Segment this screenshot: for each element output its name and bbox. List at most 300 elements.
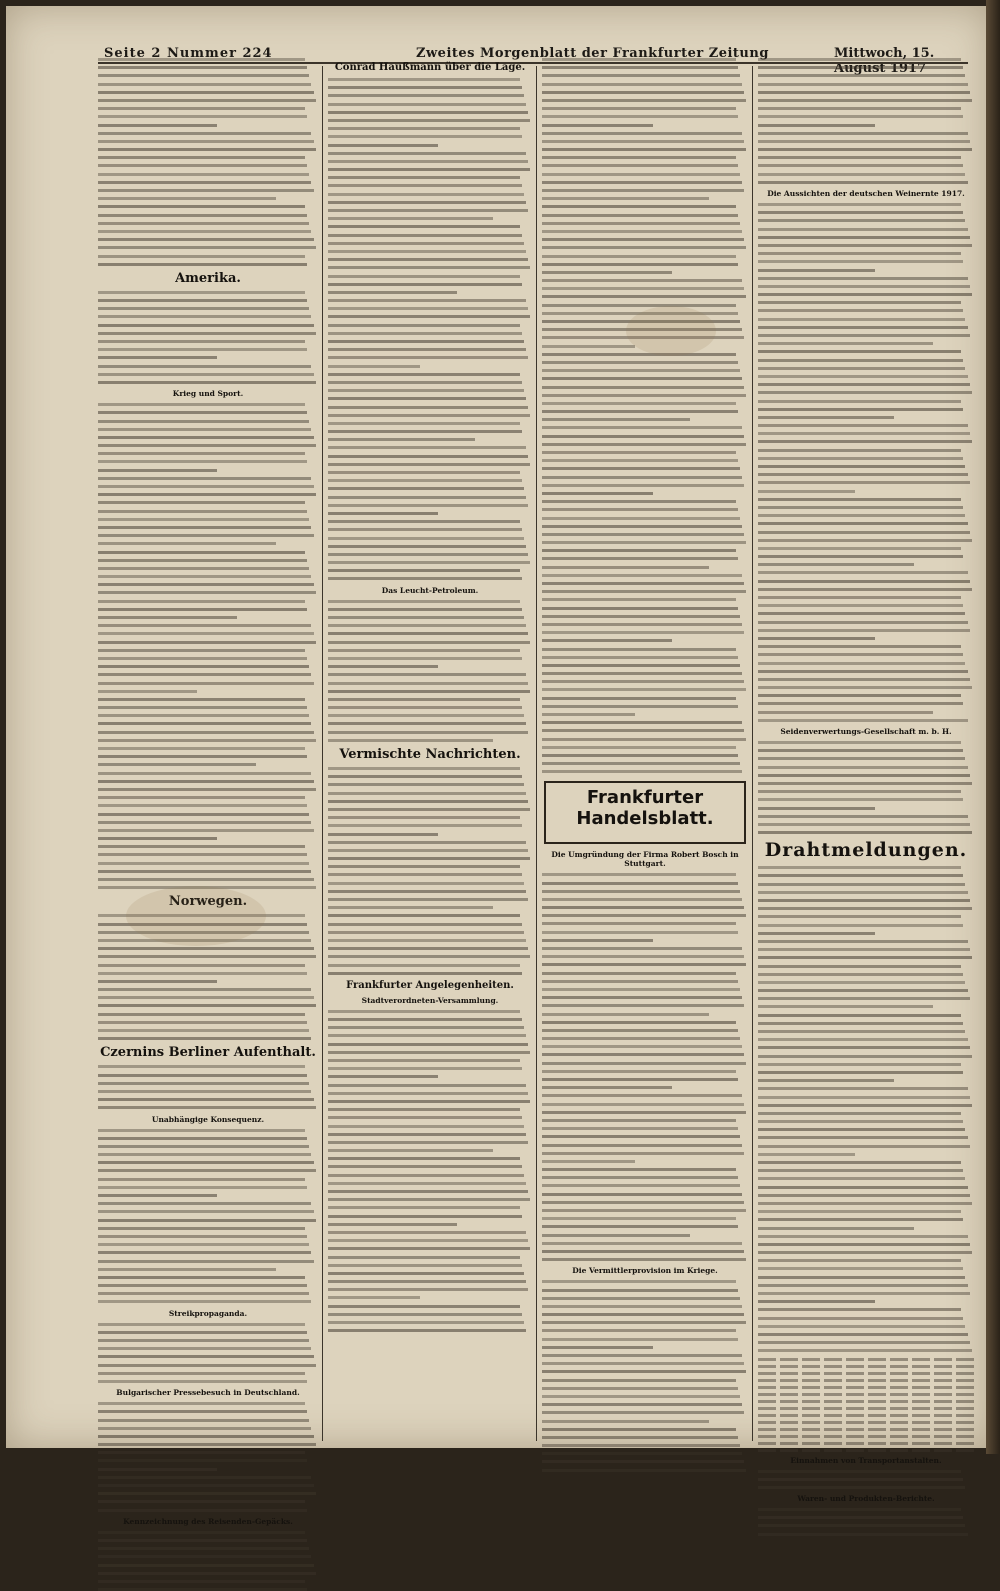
text-line	[98, 1300, 311, 1303]
text-line	[542, 721, 742, 724]
body-text-lines	[98, 403, 318, 889]
text-line	[758, 940, 968, 943]
body-text-lines	[758, 866, 974, 1352]
text-line	[758, 367, 965, 370]
text-line	[542, 107, 736, 110]
text-line	[98, 156, 305, 159]
text-line	[328, 641, 530, 644]
text-line	[98, 1276, 305, 1279]
text-line	[758, 774, 970, 777]
text-line	[98, 853, 307, 856]
text-line	[98, 870, 311, 873]
body-text-lines	[758, 1508, 974, 1536]
text-line	[542, 1217, 736, 1220]
text-line	[98, 132, 311, 135]
text-line	[98, 1251, 311, 1254]
text-line	[328, 315, 530, 318]
text-line	[542, 697, 736, 700]
text-line	[328, 706, 522, 709]
text-line	[542, 304, 736, 307]
text-line	[542, 1111, 746, 1114]
text-line	[542, 541, 746, 544]
text-line	[542, 705, 738, 708]
text-line	[328, 964, 520, 967]
text-line	[328, 1157, 520, 1160]
text-line	[542, 443, 746, 446]
text-line	[98, 698, 305, 701]
text-line	[98, 1451, 305, 1454]
text-line	[758, 1308, 961, 1311]
table-line	[758, 1400, 974, 1403]
text-line	[542, 1094, 742, 1097]
body-text-lines	[98, 1129, 318, 1304]
text-line	[98, 1065, 305, 1068]
text-line	[98, 1098, 314, 1101]
body-text-lines	[542, 1280, 748, 1471]
text-line	[98, 534, 314, 537]
text-line	[758, 1071, 963, 1074]
text-line	[328, 849, 528, 852]
text-line	[758, 531, 970, 534]
text-line	[542, 1460, 744, 1463]
text-line	[98, 1292, 309, 1295]
text-line	[98, 1410, 307, 1413]
text-line	[98, 551, 305, 554]
text-line	[328, 1190, 528, 1193]
text-line	[758, 1333, 968, 1336]
text-line	[98, 315, 311, 318]
text-line	[758, 1292, 970, 1295]
text-line	[758, 481, 970, 484]
text-line	[98, 821, 311, 824]
text-line	[98, 428, 311, 431]
handelsblatt-title: Frankfurter Handelsblatt.	[576, 787, 714, 830]
text-line	[758, 83, 968, 86]
text-line	[98, 356, 217, 359]
text-line	[542, 1004, 744, 1007]
text-line	[328, 931, 524, 934]
text-line	[98, 1555, 311, 1558]
text-line	[758, 604, 963, 607]
text-line	[758, 440, 972, 443]
text-line	[98, 862, 309, 865]
text-line	[758, 1284, 968, 1287]
text-line	[758, 498, 961, 501]
text-line	[758, 956, 972, 959]
text-line	[758, 965, 961, 968]
text-line	[542, 639, 672, 642]
text-line	[328, 455, 528, 458]
text-line	[758, 156, 961, 159]
text-line	[542, 607, 738, 610]
text-line	[328, 1329, 526, 1332]
text-line	[98, 1492, 316, 1495]
text-line	[98, 845, 305, 848]
text-line	[98, 772, 311, 775]
handelsblatt-notice	[548, 832, 742, 839]
text-line	[542, 890, 740, 893]
text-line	[758, 790, 961, 793]
text-line	[328, 649, 520, 652]
text-line	[98, 714, 309, 717]
text-line	[758, 301, 961, 304]
text-line	[98, 972, 307, 975]
text-line	[758, 1300, 875, 1303]
text-line	[98, 747, 305, 750]
text-line	[542, 549, 736, 552]
table-line	[758, 1379, 974, 1382]
text-line	[542, 1152, 744, 1155]
text-line	[758, 490, 855, 493]
text-line	[98, 608, 307, 611]
text-line	[98, 263, 307, 266]
text-line	[328, 299, 526, 302]
text-line	[758, 924, 963, 927]
body-text-lines	[98, 291, 318, 384]
text-line	[758, 252, 961, 255]
text-line	[758, 1486, 965, 1489]
text-line	[758, 883, 965, 886]
text-line	[98, 1161, 314, 1164]
text-line	[328, 1067, 522, 1070]
text-line	[328, 291, 457, 294]
text-line	[328, 682, 528, 685]
text-line	[328, 389, 524, 392]
body-text-lines	[98, 1402, 318, 1511]
text-line	[328, 600, 520, 603]
text-line	[542, 648, 736, 651]
text-line	[328, 1034, 526, 1037]
text-line	[542, 1297, 740, 1300]
text-line	[98, 91, 314, 94]
table-line	[758, 1414, 974, 1417]
text-line	[328, 569, 520, 572]
text-line	[98, 1202, 311, 1205]
text-line	[542, 906, 744, 909]
text-line	[758, 173, 965, 176]
text-line	[758, 465, 965, 468]
text-line	[98, 83, 311, 86]
text-line	[758, 269, 875, 272]
text-line	[542, 189, 744, 192]
text-line	[98, 690, 197, 693]
text-line	[328, 217, 493, 220]
text-line	[542, 1168, 736, 1171]
text-line	[328, 496, 526, 499]
text-line	[758, 124, 875, 127]
text-line	[98, 115, 307, 118]
table-line	[758, 1372, 974, 1375]
text-line	[542, 754, 738, 757]
text-line	[328, 865, 520, 868]
text-line	[328, 234, 522, 237]
text-line	[758, 1194, 970, 1197]
text-line	[98, 189, 314, 192]
body-text-lines	[98, 1323, 318, 1383]
text-line	[98, 542, 276, 545]
text-line	[328, 553, 528, 556]
text-line	[758, 1227, 914, 1230]
text-line	[98, 829, 314, 832]
text-line	[542, 590, 746, 593]
text-line	[542, 1021, 736, 1024]
text-line	[328, 168, 530, 171]
text-line	[542, 255, 736, 258]
text-line	[98, 1347, 311, 1350]
text-line	[328, 332, 522, 335]
text-line	[758, 555, 963, 558]
text-line	[328, 1288, 528, 1291]
text-line	[328, 1174, 524, 1177]
text-line	[98, 788, 316, 791]
text-line	[98, 1037, 311, 1040]
text-line	[542, 1305, 742, 1308]
text-line	[758, 719, 968, 722]
text-line	[98, 1268, 276, 1271]
text-line	[328, 209, 528, 212]
text-line	[542, 459, 738, 462]
heading-drahtmeldungen: Drahtmeldungen.	[764, 839, 968, 862]
text-line	[328, 111, 528, 114]
heading-leucht-petroleum: Das Leucht-Petroleum.	[381, 585, 479, 595]
text-line	[328, 275, 520, 278]
text-line	[758, 1087, 968, 1090]
text-line	[98, 164, 307, 167]
text-line	[328, 1215, 522, 1218]
text-line	[328, 1165, 522, 1168]
text-line	[328, 824, 522, 827]
text-line	[328, 792, 526, 795]
text-line	[98, 173, 309, 176]
text-line	[542, 369, 740, 372]
text-line	[542, 173, 740, 176]
text-line	[328, 1010, 520, 1013]
text-line	[758, 1128, 965, 1131]
text-line	[98, 955, 316, 958]
heading-amerika: Amerika.	[175, 270, 241, 286]
text-line	[98, 559, 307, 562]
body-text-lines	[758, 58, 974, 184]
text-line	[328, 1182, 526, 1185]
text-line	[98, 731, 314, 734]
text-line	[758, 1120, 963, 1123]
text-line	[328, 833, 438, 836]
text-line	[542, 1395, 740, 1398]
text-line	[542, 898, 742, 901]
text-line	[758, 211, 963, 214]
text-line	[542, 947, 742, 950]
text-line	[542, 467, 740, 470]
heading-warenberichte: Waren- und Produkten-Berichte.	[797, 1494, 935, 1504]
text-line	[98, 365, 311, 368]
text-line	[758, 686, 972, 689]
text-line	[542, 451, 736, 454]
text-line	[98, 837, 217, 840]
text-line	[758, 1533, 968, 1536]
text-line	[542, 664, 740, 667]
text-line	[758, 334, 970, 337]
heading-bulgarischer-pressebesuch: Bulgarischer Pressebesuch in Deutschland.	[116, 1388, 300, 1398]
text-line	[542, 148, 746, 151]
text-line	[758, 1186, 968, 1189]
text-line	[758, 915, 961, 918]
text-line	[758, 342, 933, 345]
text-line	[98, 124, 217, 127]
text-line	[98, 1402, 305, 1405]
text-line	[328, 307, 528, 310]
text-line	[328, 397, 526, 400]
text-line	[328, 242, 524, 245]
text-line	[758, 449, 961, 452]
text-line	[542, 271, 672, 274]
text-line	[328, 906, 493, 909]
text-line	[542, 525, 742, 528]
text-line	[328, 479, 522, 482]
text-line	[542, 1258, 746, 1261]
text-line	[758, 1508, 961, 1511]
body-text-lines	[758, 203, 974, 722]
text-line	[542, 1242, 742, 1245]
text-line	[542, 115, 738, 118]
text-line	[98, 140, 314, 143]
text-line	[542, 623, 742, 626]
text-line	[542, 1053, 744, 1056]
text-line	[328, 1059, 520, 1062]
text-line	[328, 176, 520, 179]
text-line	[542, 263, 738, 266]
text-line	[98, 107, 305, 110]
text-line	[98, 1284, 307, 1287]
text-line	[542, 1428, 736, 1431]
text-line	[758, 948, 970, 951]
text-line	[328, 487, 524, 490]
text-line	[328, 722, 526, 725]
text-line	[542, 1338, 738, 1341]
text-line	[758, 823, 970, 826]
text-line	[758, 807, 875, 810]
text-line	[98, 1355, 314, 1358]
text-line	[542, 1452, 742, 1455]
text-line	[542, 1013, 709, 1016]
text-line	[542, 66, 738, 69]
text-line	[758, 1267, 963, 1270]
text-line	[98, 1443, 316, 1446]
body-text-lines	[328, 1010, 532, 1332]
text-line	[758, 1014, 961, 1017]
text-line	[758, 694, 961, 697]
text-line	[98, 722, 311, 725]
text-line	[542, 1037, 740, 1040]
text-line	[542, 74, 740, 77]
text-line	[98, 501, 305, 504]
text-line	[542, 484, 744, 487]
column-3	[542, 58, 748, 1438]
text-line	[98, 1564, 314, 1567]
text-line	[758, 473, 968, 476]
text-line	[328, 1051, 530, 1054]
text-line	[98, 291, 305, 294]
text-line	[542, 410, 738, 413]
text-line	[542, 672, 742, 675]
text-line	[542, 1354, 742, 1357]
text-line	[328, 673, 526, 676]
heading-bosch: Die Umgründung der Firma Robert Bosch in Stuttgart.	[551, 850, 739, 869]
body-text-lines	[98, 1065, 318, 1109]
masthead-page-number: Seite 2 Nummer 224	[104, 46, 273, 61]
text-line	[758, 66, 963, 69]
text-line	[328, 1100, 530, 1103]
text-line	[758, 612, 965, 615]
text-line	[98, 1169, 316, 1172]
text-line	[328, 808, 530, 811]
text-line	[758, 1030, 965, 1033]
text-line	[542, 688, 746, 691]
text-line	[758, 359, 963, 362]
column-2	[328, 58, 532, 1438]
heading-krieg-und-sport: Krieg und Sport.	[172, 389, 244, 399]
text-line	[758, 831, 972, 834]
text-line	[98, 518, 309, 521]
text-line	[758, 1153, 855, 1156]
text-line	[758, 1063, 961, 1066]
text-line	[98, 1194, 217, 1197]
text-line	[328, 446, 526, 449]
text-line	[98, 1129, 305, 1132]
text-line	[98, 1227, 305, 1230]
text-line	[542, 418, 690, 421]
text-line	[542, 574, 742, 577]
text-line	[328, 739, 493, 742]
text-line	[542, 914, 746, 917]
text-line	[542, 287, 744, 290]
column-rule-1	[322, 66, 323, 1441]
text-line	[758, 181, 968, 184]
paper-stain	[126, 886, 266, 946]
text-line	[98, 1029, 309, 1032]
text-line	[542, 1029, 738, 1032]
text-line	[758, 621, 968, 624]
text-line	[98, 246, 316, 249]
text-line	[758, 588, 972, 591]
text-line	[328, 698, 520, 701]
text-line	[758, 1161, 961, 1164]
text-line	[542, 1193, 742, 1196]
text-line	[98, 964, 305, 967]
text-line	[98, 436, 314, 439]
text-line	[98, 804, 307, 807]
text-line	[98, 1090, 311, 1093]
heading-haussmann: Conrad Haußmann über die Lage.	[334, 62, 526, 73]
text-line	[98, 1580, 305, 1583]
text-line	[542, 361, 738, 364]
text-line	[328, 1084, 526, 1087]
text-line	[758, 203, 961, 206]
text-line	[328, 1256, 520, 1259]
text-line	[98, 1323, 305, 1326]
text-line	[98, 575, 311, 578]
text-line	[758, 539, 972, 542]
text-line	[758, 408, 963, 411]
text-line	[758, 782, 972, 785]
text-line	[758, 391, 972, 394]
text-line	[98, 238, 314, 241]
text-line	[542, 58, 736, 61]
text-line	[328, 365, 420, 368]
text-line	[98, 1419, 309, 1422]
text-line	[758, 757, 965, 760]
text-line	[98, 780, 314, 783]
table-line	[758, 1442, 974, 1445]
